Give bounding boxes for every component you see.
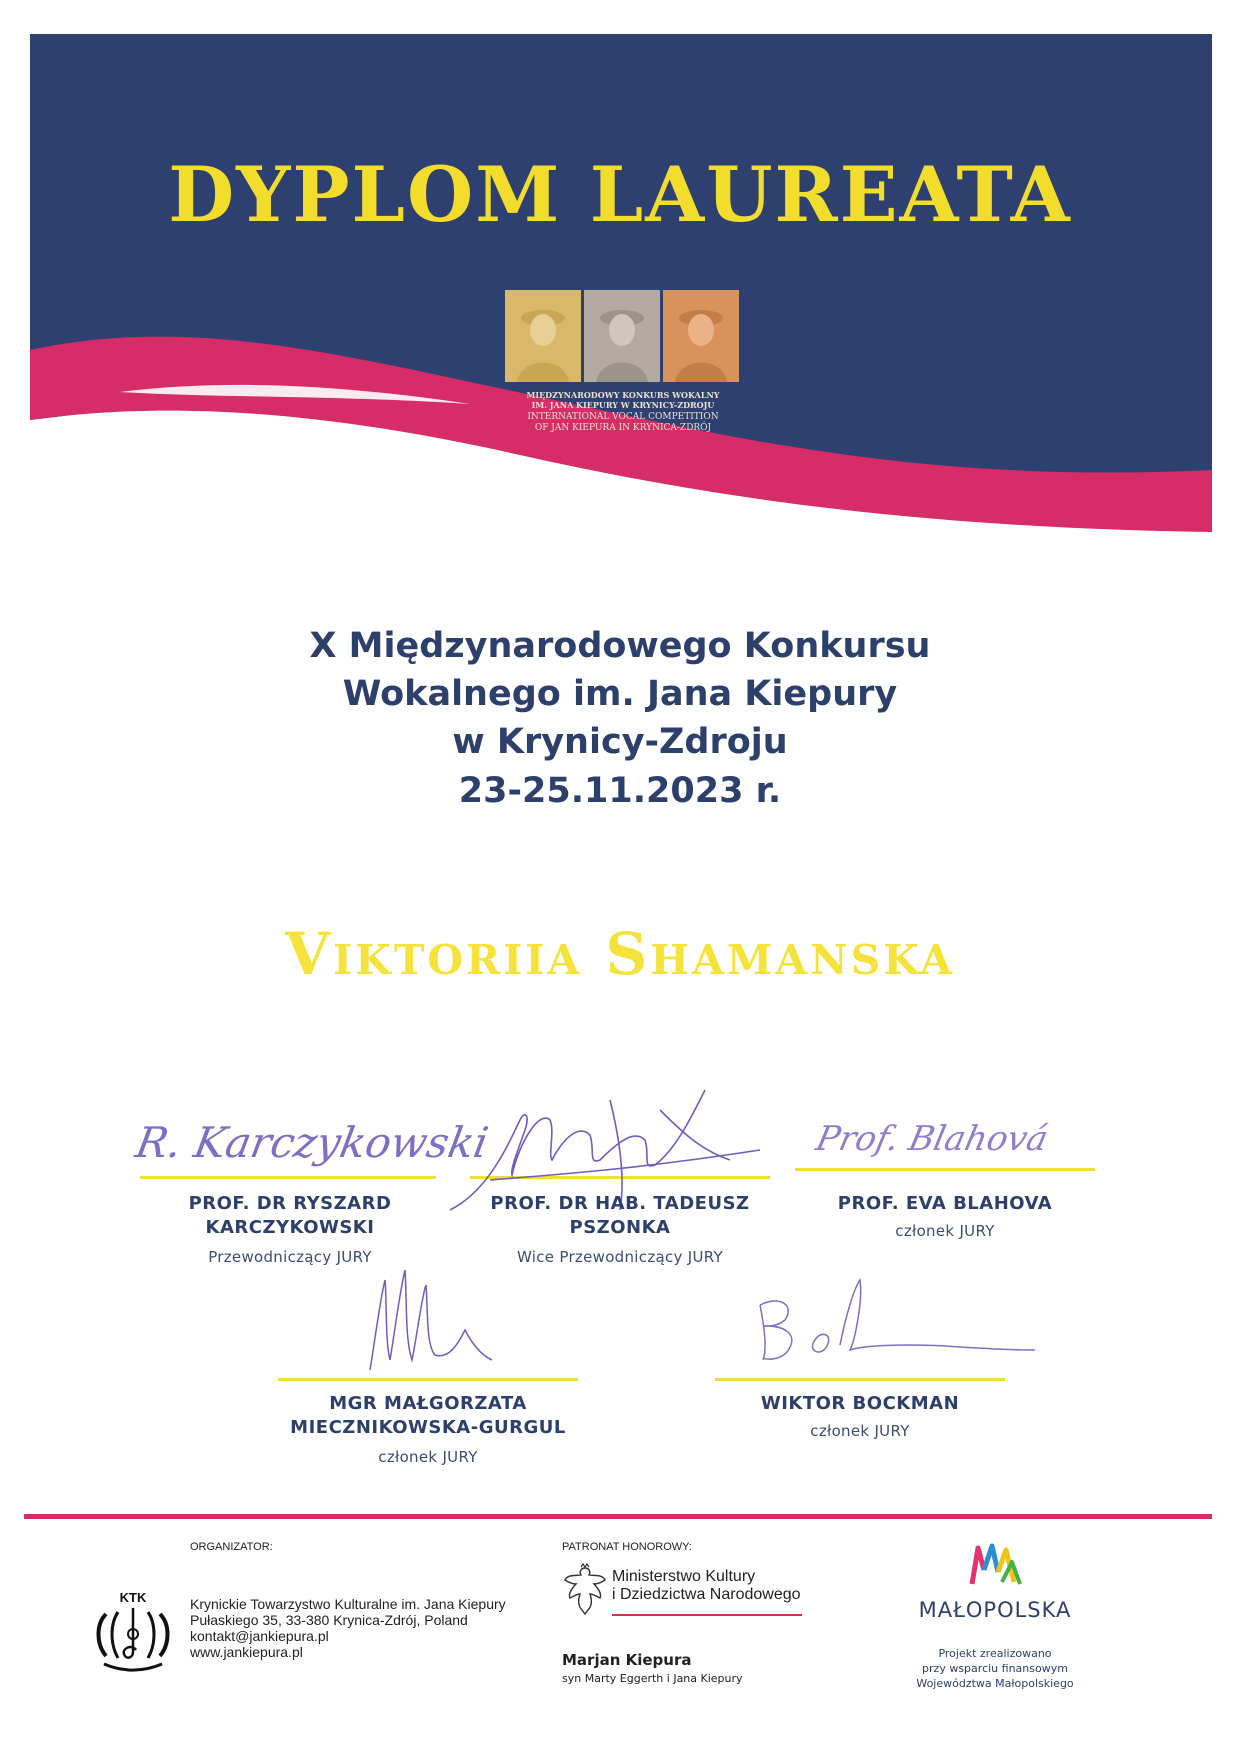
ministry-line-2: i Dziedzictwa Narodowego — [612, 1586, 801, 1603]
logo-tile-gold — [505, 290, 581, 382]
jury-3-role: członek JURY — [895, 1222, 995, 1240]
logo-line-en-2: OF JAN KIEPURA IN KRYNICA-ZDRÓJ — [534, 423, 712, 433]
patron-description: syn Marty Eggerth i Jana Kiepury — [562, 1672, 743, 1685]
jury-2-role: Wice Przewodniczący JURY — [516, 1248, 724, 1266]
competition-date: 23-25.11.2023 r. — [458, 771, 782, 811]
laureate-name: Viktoriia Shamanska — [285, 920, 955, 988]
jury-member-4 — [270, 1392, 586, 1466]
diploma-title: DYPLOM LAUREATA — [168, 150, 1072, 239]
logo-line-pl-1: MIĘDZYNARODOWY KONKURS WOKALNY — [526, 390, 720, 400]
competition-line-3: w Krynicy-Zdroju — [452, 722, 788, 762]
jury-1-name-line-2: KARCZYKOWSKI — [205, 1217, 375, 1238]
jury-4-role: członek JURY — [378, 1448, 478, 1466]
logo-line-en-1: INTERNATIONAL VOCAL COMPETITION — [527, 412, 719, 422]
ministry-line-1: Ministerstwo Kultury — [612, 1568, 756, 1585]
ministry-name — [612, 1568, 801, 1604]
patron-name: Marjan Kiepura — [562, 1651, 692, 1669]
ktk-logo — [88, 1584, 178, 1674]
project-line-3: Województwa Małopolskiego — [916, 1677, 1074, 1690]
logo-tile-silver — [584, 290, 660, 382]
jury-5-name-line-1: WIKTOR BOCKMAN — [760, 1393, 960, 1414]
jury-5-role: członek JURY — [810, 1422, 910, 1440]
logo-tile-bronze — [663, 290, 739, 382]
ktk-logo-text: KTK — [119, 1590, 147, 1605]
header-band — [0, 0, 1240, 560]
patronage-label: PATRONAT HONOROWY: — [562, 1541, 692, 1553]
ministry-underline — [612, 1614, 802, 1616]
logo-line-pl-2: IM. JANA KIEPURY W KRYNICY-ZDROJU — [531, 400, 715, 410]
jury-3-name-line-1: PROF. EVA BLAHOVA — [837, 1193, 1053, 1214]
organizer-name: Krynickie Towarzystwo Kulturalne im. Jana Kiepury — [190, 1596, 506, 1612]
competition-logo — [505, 290, 741, 445]
signature-1-text: R. Karczykowski — [132, 1118, 492, 1167]
signature-3-text: Prof. Blahová — [812, 1119, 1052, 1159]
competition-line-2: Wokalnego im. Jana Kiepury — [342, 674, 898, 714]
jury-member-1 — [148, 1192, 432, 1266]
jury-1-name-line-1: PROF. DR RYSZARD — [188, 1193, 392, 1214]
region-name: MAŁOPOLSKA — [918, 1598, 1072, 1622]
competition-line-1: X Międzynarodowego Konkursu — [309, 626, 931, 666]
project-funding-note — [880, 1646, 1110, 1691]
project-line-2: przy wsparciu finansowym — [922, 1662, 1068, 1675]
signature-5 — [745, 1260, 1045, 1370]
footer-divider — [24, 1514, 1212, 1519]
jury-member-5 — [715, 1392, 1005, 1440]
jury-2-name-line-1: PROF. DR HAB. TADEUSZ — [490, 1193, 750, 1214]
jury-4-name-line-1: MGR MAŁGORZATA — [329, 1393, 527, 1414]
jury-1-role: Przewodniczący JURY — [208, 1248, 372, 1266]
malopolska-logo-icon — [968, 1542, 1024, 1586]
organizer-email: kontakt@jankiepura.pl — [190, 1628, 329, 1644]
project-line-1: Projekt zrealizowano — [938, 1647, 1052, 1660]
organizer-address — [190, 1596, 506, 1660]
polish-eagle-emblem — [562, 1564, 608, 1618]
jury-4-name-line-2: MIECZNIKOWSKA-GURGUL — [290, 1417, 566, 1438]
signature-5-scrawl — [760, 1280, 1035, 1360]
signature-1 — [132, 1105, 492, 1185]
jury-member-2 — [460, 1192, 780, 1266]
organizer-label: ORGANIZATOR: — [190, 1541, 273, 1553]
signature-4-scrawl — [370, 1270, 492, 1370]
signature-line-5 — [715, 1378, 1005, 1381]
jury-member-3 — [805, 1192, 1085, 1240]
jury-2-name-line-2: PSZONKA — [569, 1217, 671, 1238]
signature-4 — [360, 1260, 500, 1385]
organizer-street: Pułaskiego 35, 33-380 Krynica-Zdrój, Poland — [190, 1612, 468, 1628]
signature-3 — [812, 1100, 1115, 1175]
organizer-website: www.jankiepura.pl — [190, 1644, 303, 1660]
